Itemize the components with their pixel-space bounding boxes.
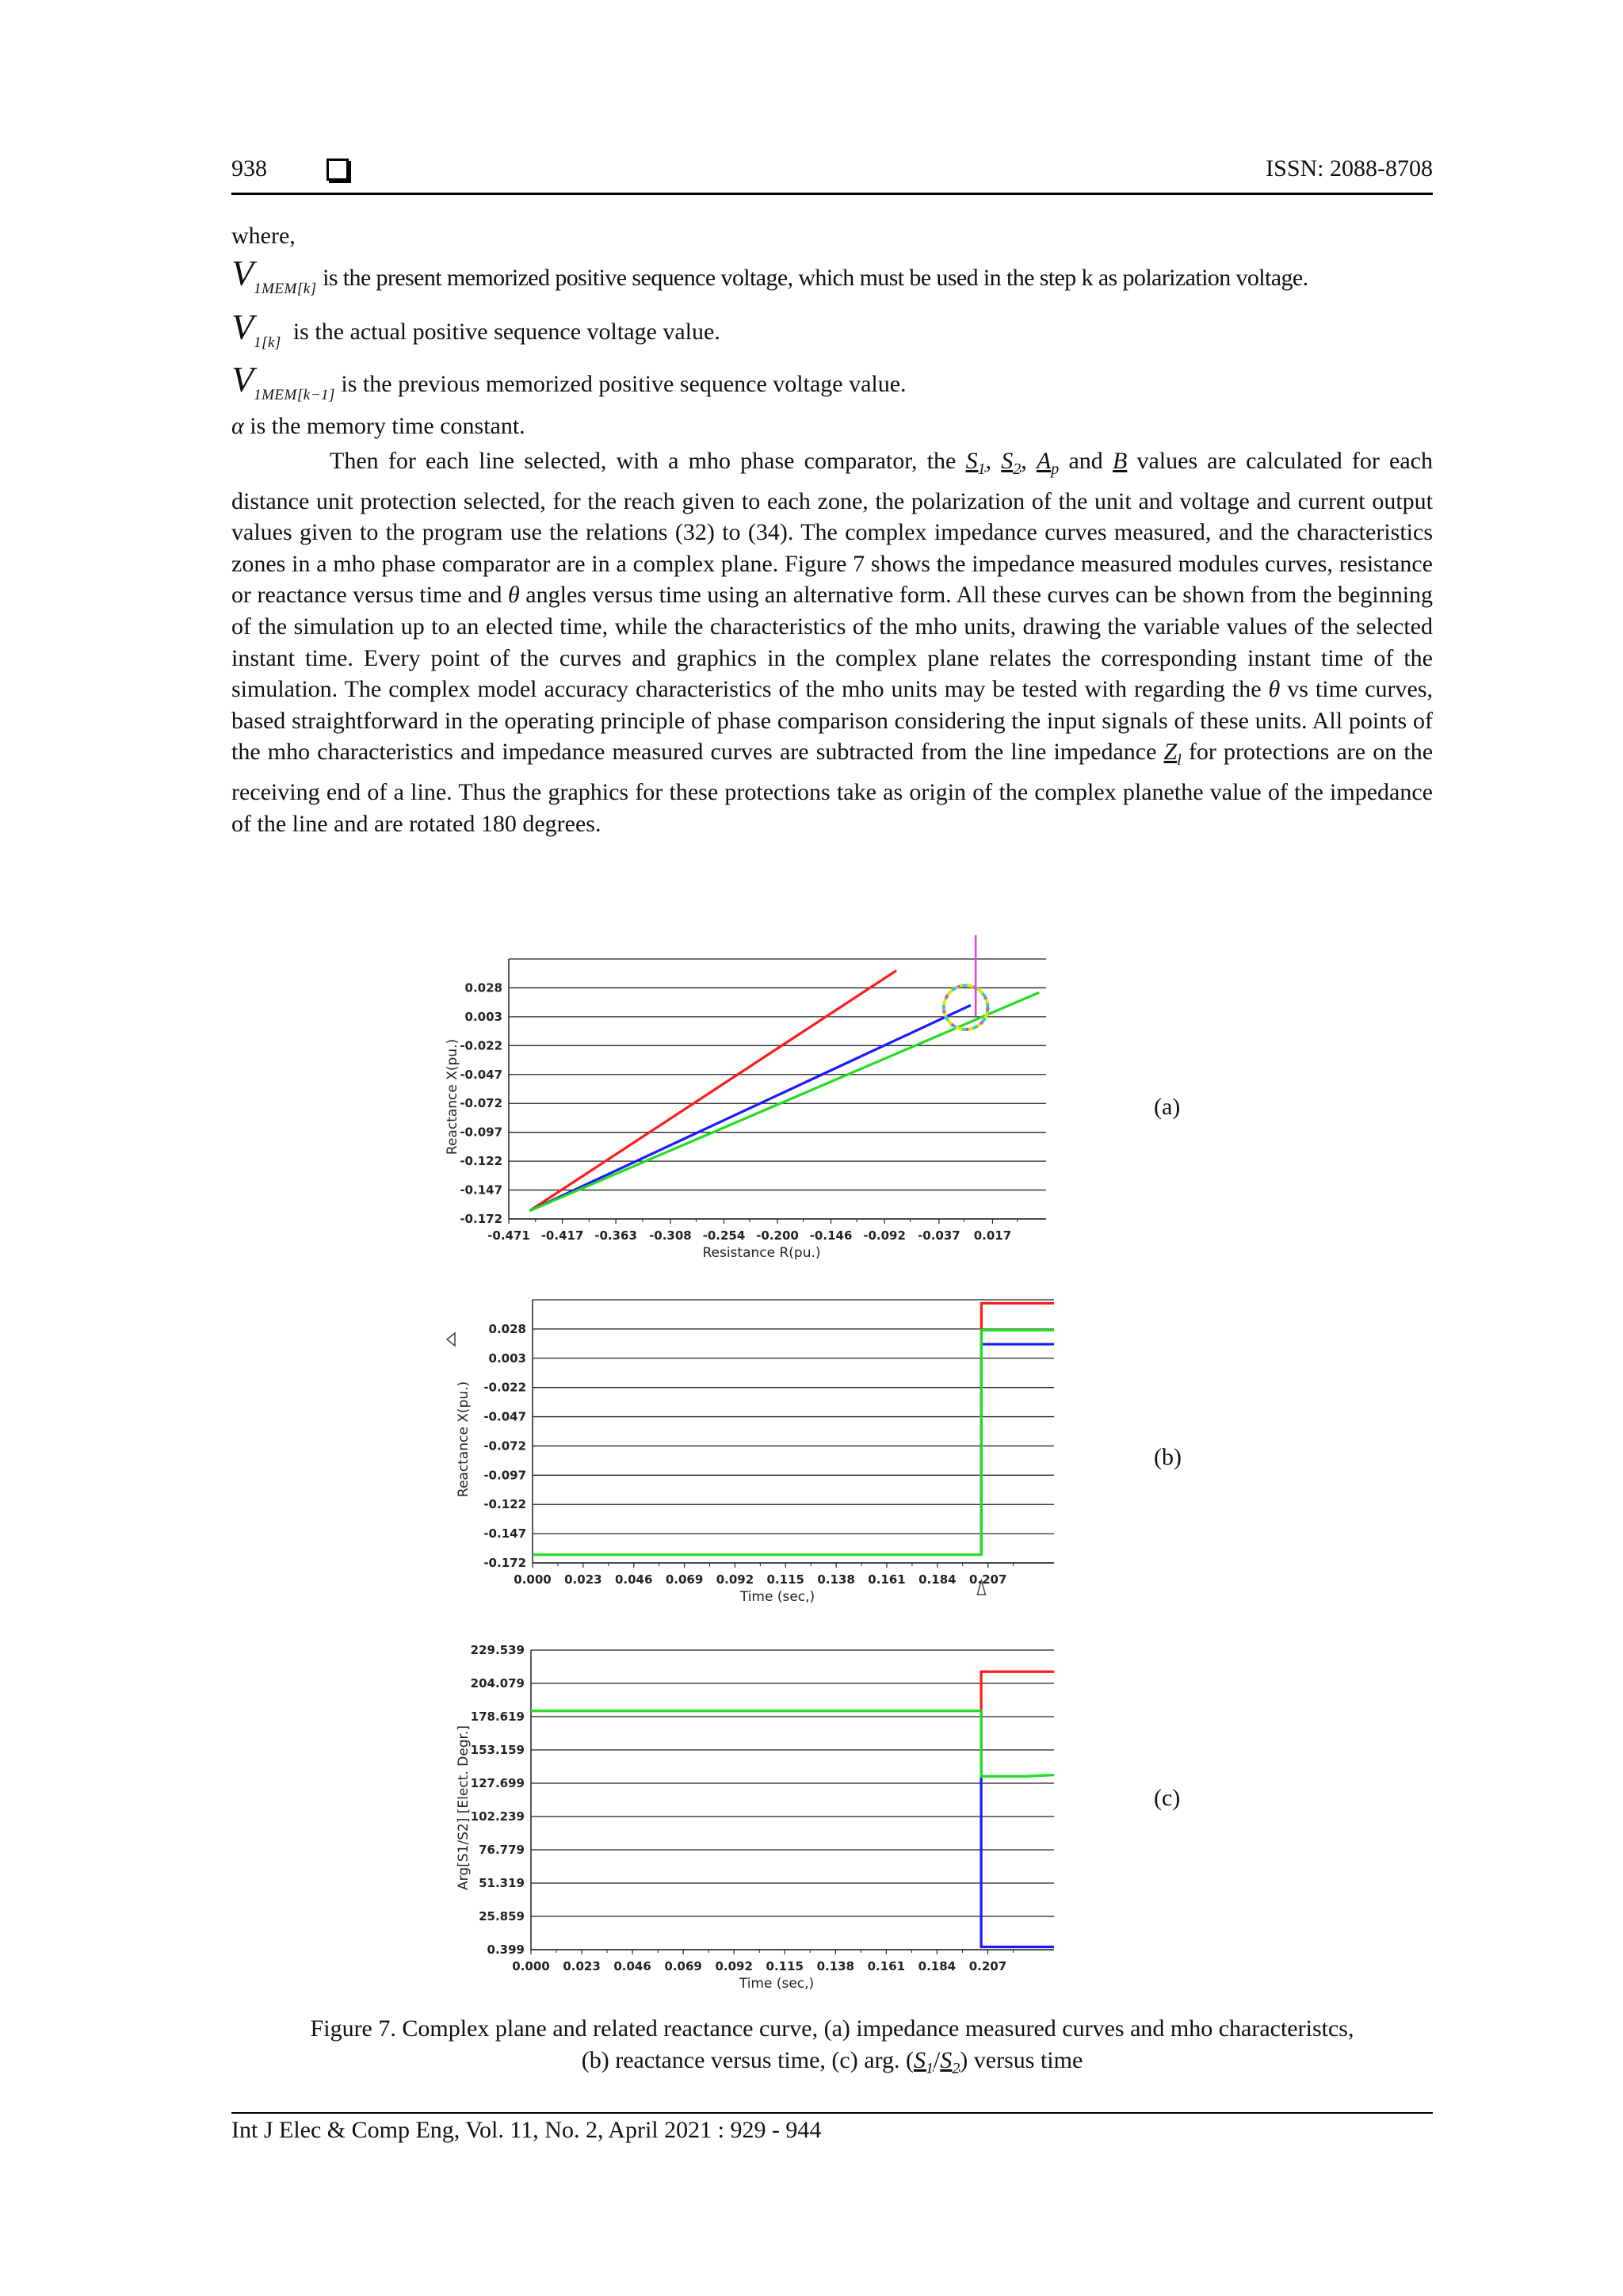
x-tick-label: -0.146	[809, 1228, 853, 1243]
y-tick-label: -0.097	[483, 1468, 526, 1483]
x-tick-label: -0.471	[487, 1228, 530, 1243]
scroll-left-icon	[447, 1333, 455, 1346]
y-tick-label: 127.699	[470, 1776, 525, 1790]
y-tick-label: -0.047	[483, 1409, 526, 1424]
x-tick-label: -0.308	[649, 1228, 692, 1243]
y-tick-label: 0.399	[487, 1943, 525, 1957]
definition-2: $V_{1[k]}$ is the actual positive sequence voltage value.	[231, 307, 720, 351]
x-tick-label: -0.363	[594, 1228, 637, 1243]
x-tick-label: 0.000	[514, 1572, 552, 1587]
x-axis-label: Resistance R(pu.)	[702, 1245, 821, 1261]
series-green-line	[529, 992, 1039, 1211]
x-tick-label: 0.092	[716, 1572, 754, 1587]
definition-1: $V_{1MEM[k]}$ is the present memorized positive sequence voltage, which must be used in the step k as polarization voltage.	[231, 253, 1308, 297]
y-tick-label: 229.539	[470, 1643, 525, 1657]
y-tick-label: -0.122	[460, 1154, 502, 1169]
figure-caption: Figure 7. Complex plane and related reactance curve, (a) impedance measured curves and mho characteristcs, (b) reactance versus time, (c) arg. $(S_1/S_2)$ versus time	[310, 2015, 1354, 2077]
y-tick-label: 25.859	[479, 1909, 525, 1924]
y-tick-label: 0.003	[488, 1350, 526, 1366]
series-green-line	[531, 1711, 1054, 1776]
x-tick-label: -0.092	[863, 1228, 906, 1243]
y-tick-label: 76.779	[479, 1843, 525, 1857]
footer-citation: Int J Elec & Comp Eng, Vol. 11, No. 2, April 2021 : 929 - 944	[231, 2117, 822, 2143]
y-tick-label: 0.028	[488, 1321, 526, 1336]
x-tick-label: 0.138	[816, 1959, 855, 1973]
series-blue-line	[981, 1344, 1054, 1555]
panel-label-c: (c)	[1154, 1785, 1181, 1811]
y-axis-label: Arg[S1/S2] [Elect. Degr.]	[456, 1725, 472, 1890]
x-tick-label: 0.046	[614, 1572, 653, 1587]
x-tick-label: 0.161	[868, 1572, 906, 1587]
y-tick-label: 0.028	[464, 980, 502, 995]
y-tick-label: 102.239	[470, 1809, 525, 1824]
x-tick-label: 0.161	[867, 1959, 906, 1973]
x-tick-label: 0.017	[973, 1228, 1012, 1243]
x-tick-label: -0.037	[918, 1228, 960, 1243]
x-tick-label: -0.417	[540, 1228, 584, 1243]
y-tick-label: -0.072	[460, 1096, 502, 1111]
y-tick-label: 204.079	[470, 1676, 525, 1690]
series-red-line	[529, 971, 896, 1211]
series-red-line	[981, 1671, 1054, 1710]
series-red-line	[981, 1303, 1054, 1554]
x-tick-label: 0.069	[664, 1959, 702, 1973]
series-green-line	[533, 1330, 1054, 1554]
y-tick-label: -0.147	[460, 1182, 502, 1198]
x-tick-label: 0.023	[564, 1572, 602, 1587]
y-tick-label: -0.022	[483, 1380, 526, 1395]
y-tick-label: -0.147	[483, 1526, 526, 1541]
y-tick-label: 0.003	[464, 1009, 502, 1024]
definition-3: $V_{1MEM[k-1]}$ is the previous memorized positive sequence voltage value.	[231, 359, 907, 403]
x-axis-label: Time (sec,)	[739, 1976, 815, 1992]
y-tick-label: 153.159	[470, 1743, 525, 1757]
x-tick-label: 0.207	[968, 1572, 1007, 1587]
series-blue-line	[529, 1005, 971, 1210]
y-axis-label: Reactance X(pu.)	[456, 1381, 472, 1498]
series-blue-line	[981, 1711, 1054, 1947]
y-tick-label: -0.072	[483, 1438, 526, 1454]
y-tick-label: -0.172	[483, 1556, 526, 1570]
chart-c-arg-time	[444, 1641, 1078, 1997]
y-tick-label: -0.022	[460, 1038, 502, 1053]
x-tick-label: 0.000	[512, 1959, 550, 1973]
page-number: 938	[231, 155, 267, 181]
body-paragraph: Then for each line selected, with a mho phase comparator, the $S_1$, $S_2$, $A_p$ and B values are calculated for each distance unit protection selected, for the reach given to each zone, the polarization of the unit and voltage and current output values given to the program use the relations (32) to (34). The complex impedance curves measured, and the characteristics zones in a mho phase comparator are in a complex plane. Figure 7 shows the impedance measured modules curves, resistance or reactance versus time and θ angles versus time using an alternative form. All these curves can be shown from the beginning of the simulation up to an elected time, while the characteristics of the mho units, drawing the variable values of the selected instant time. Every point of the curves and graphics in the complex plane relates the corresponding instant time of the simulation. The complex model accuracy characteristics of the mho units may be tested with regarding the θ vs time curves, based straightforward in the operating principle of phase comparison considering the input signals of these units. All points of the mho characteristics and impedance measured curves are subtracted from the line impedance $Z_l$ for protections are on the receiving end of a line. Thus the graphics for these protections take as origin of the complex planethe value of the impedance of the line and are rotated 180 degrees.	[231, 448, 1434, 837]
y-tick-label: 178.619	[470, 1710, 525, 1724]
chart-a-complex-plane	[428, 935, 1078, 1284]
x-tick-label: 0.023	[563, 1959, 601, 1973]
panel-label-b: (b)	[1154, 1444, 1182, 1470]
x-tick-label: 0.207	[968, 1959, 1007, 1973]
footer-rule	[231, 2112, 1433, 2114]
y-tick-label: -0.172	[460, 1212, 502, 1226]
chart-b-reactance-time	[444, 1292, 1078, 1625]
x-tick-label: 0.138	[817, 1572, 855, 1587]
box-glyph-icon	[327, 159, 349, 181]
y-axis-label: Reactance X(pu.)	[445, 1038, 460, 1156]
where-label: where,	[231, 223, 296, 249]
x-tick-label: -0.200	[756, 1228, 799, 1243]
y-tick-label: -0.047	[460, 1067, 502, 1082]
x-tick-label: 0.184	[918, 1959, 957, 1973]
y-tick-label: -0.122	[483, 1497, 526, 1512]
x-tick-label: 0.046	[613, 1959, 651, 1973]
definition-4: α is the memory time constant.	[231, 413, 525, 439]
issn: ISSN: 2088-8708	[1266, 155, 1433, 181]
x-tick-label: 0.115	[766, 1959, 804, 1973]
x-tick-label: 0.115	[766, 1572, 805, 1587]
panel-label-a: (a)	[1154, 1094, 1181, 1120]
y-tick-label: 51.319	[479, 1876, 525, 1890]
x-tick-label: 0.069	[665, 1572, 704, 1587]
y-tick-label: -0.097	[460, 1125, 502, 1140]
x-tick-label: 0.092	[715, 1959, 753, 1973]
x-tick-label: -0.254	[702, 1228, 746, 1243]
header-rule	[231, 193, 1433, 195]
x-axis-label: Time (sec,)	[739, 1589, 815, 1605]
x-tick-label: 0.184	[918, 1572, 957, 1587]
